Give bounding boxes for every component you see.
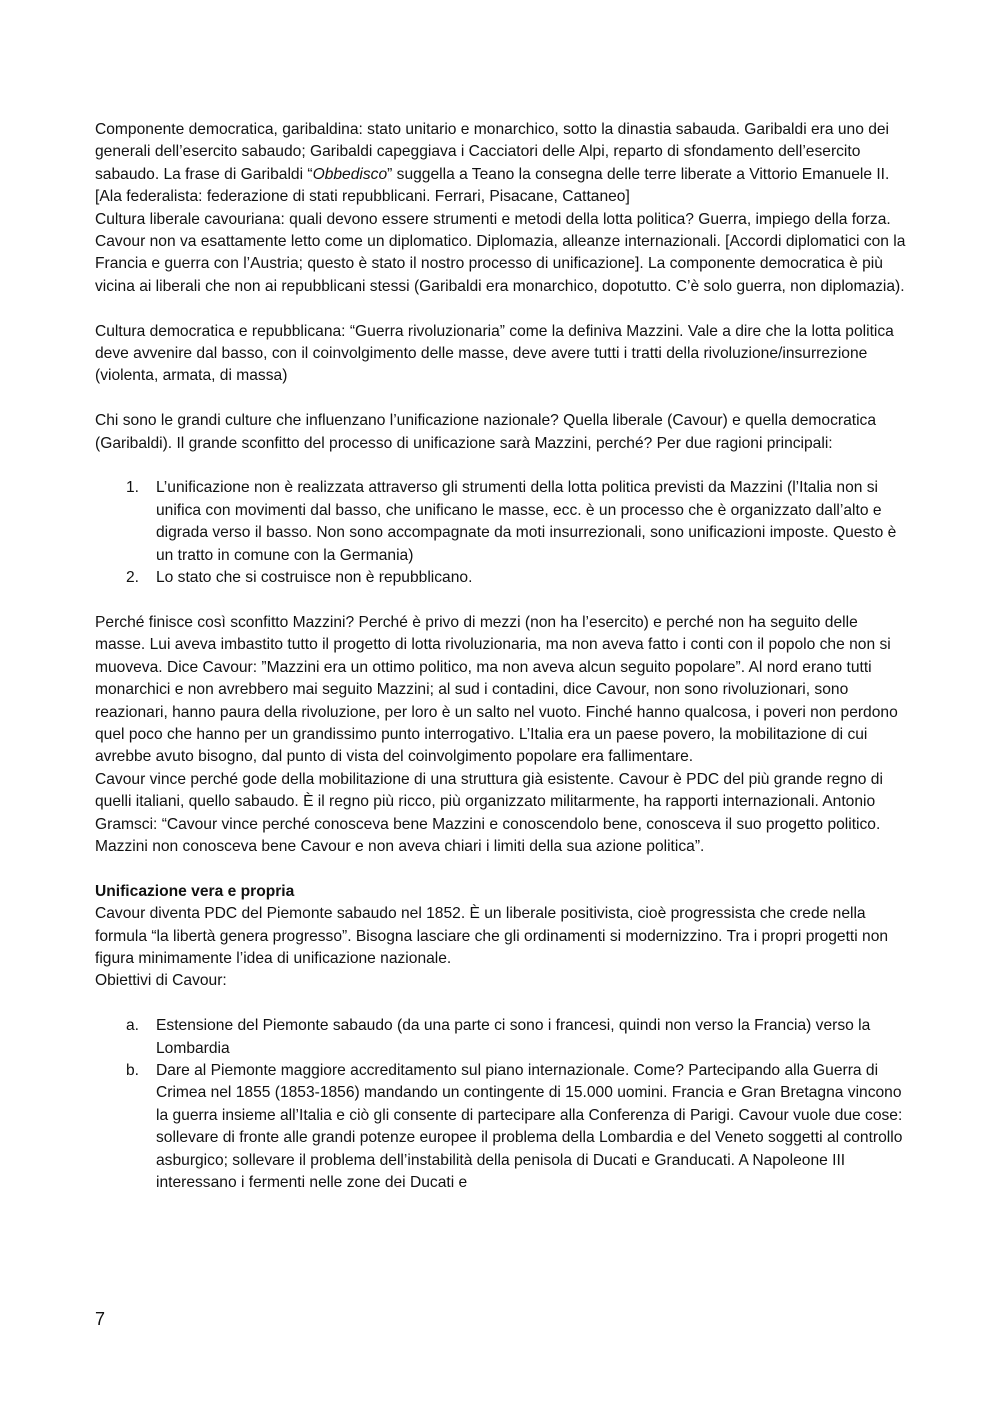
list-marker: b. bbox=[126, 1061, 140, 1079]
list-item-text: Lo stato che si costruisce non è repubblicano. bbox=[156, 569, 473, 587]
list-item bbox=[95, 1060, 907, 1194]
paragraph-obiettivi: Obiettivi di Cavour: bbox=[95, 972, 227, 990]
paragraph-garibaldina-text-b: ” suggella a Teano la consegna delle terre liberate a Vittorio Emanuele II. [Ala federalista: federazione di stati repubblicani. Ferrari, Pisacane, Cattaneo] bbox=[95, 165, 890, 206]
list-marker: 1. bbox=[126, 479, 140, 497]
list-marker: 2. bbox=[126, 569, 140, 587]
list-item-text: Estensione del Piemonte sabaudo (da una parte ci sono i francesi, quindi non verso la Francia) verso la Lombardia bbox=[156, 1017, 871, 1057]
paragraph-garibaldina-text-a: Componente democratica, garibaldina: stato unitario e monarchico, sotto la dinastia sabauda. Garibaldi era uno dei generali dell’esercito sabaudo; Garibaldi capeggiava i Cacciatori delle Alpi, reparto di sfondamento dell’esercito sabaudo. La frase di Garibaldi “ bbox=[95, 121, 890, 183]
paragraph-cavour-vince: Cavour vince perché gode della mobilitazione di una struttura già esistente. Cavour è PDC del più grande regno di quelli italiani, quello sabaudo. È il regno più ricco, più organizzato militarmente, ha rapporti internazionali. Antonio Gramsci: “Cavour vince perché conosceva bene Mazzini e conoscendolo bene, conosceva il suo progetto politico. Mazzini non conosceva bene Cavour e non aveva chiari i limiti della sua azione politica”. bbox=[95, 770, 883, 855]
section-heading: Unificazione vera e propria bbox=[95, 882, 295, 900]
paragraph-cavour-pdc: Cavour diventa PDC del Piemonte sabaudo nel 1852. È un liberale positivista, cioè progressista che crede nella formula “la libertà genera progresso”. Bisogna lasciare che gli ordinamenti si modernizzino. Tra i propri progetti non figura minimamente l’idea di unificazione nazionale. bbox=[95, 905, 889, 967]
page-number: 7 bbox=[95, 1309, 106, 1329]
paragraph-cultura-liberale: Cultura liberale cavouriana: quali devono essere strumenti e metodi della lotta politica? Guerra, impiego della forza. Cavour non va esattamente letto come un diplomatico. Diplomazia, alleanze internazionali. [Accordi diplomatici con la Francia e guerra con l’Austria; questo è stato il nostro processo di unificazione]. La componente democratica è più vicina ai liberali che non ai repubblicani stessi (Garibaldi era monarchico, dopotutto. C’è solo guerra, non diplomazia). bbox=[95, 210, 906, 295]
paragraph-sconfitto-mazzini: Perché finisce così sconfitto Mazzini? Perché è privo di mezzi (non ha l’esercito) e perché non ha seguito delle masse. Lui aveva imbastito tutto il progetto di lotta rivoluzionaria, ma non aveva fatto i conti con il popolo che non si muoveva. Dice Cavour: ”Mazzini era un ottimo politico, ma non aveva alcun seguito popolare”. Al nord erano tutti monarchici e non avrebbero mai seguito Mazzini; al sud i contadini, dice Cavour, non sono rivoluzionari, sono reazionari, hanno paura della rivoluzione, per loro è un salto nel vuoto. Finché hanno qualcosa, i poveri non perdono quel poco che hanno per un grandissimo punto interrogativo. L’Italia era un paese povero, la mobilitazione di cui avrebbe avuto bisogno, dal punto di vista del coinvolgimento popolare era fallimentare. bbox=[95, 613, 898, 766]
list-item bbox=[95, 1015, 907, 1060]
blank-line bbox=[95, 993, 907, 1015]
list-item bbox=[95, 567, 907, 589]
list-item-text: Dare al Piemonte maggiore accreditamento sul piano internazionale. Come? Partecipando alla Guerra di Crimea nel 1855 (1853-1856) mandando un contingente di 15.000 uomini. Francia e Gran Bretagna vincono la guerra insieme all’Italia e ciò gli consente di partecipare alla Conferenza di Parigi. Cavour vuole due cose: sollevare di fronte alle grandi potenze europee il problema della Lombardia e del Veneto soggetti al controllo asburgico; sollevare il problema dell’instabilità della penisola di Ducati e Granducati. A Napoleone III interessano i fermenti nelle zone dei Ducati e bbox=[156, 1061, 903, 1191]
paragraph-grandi-culture: Chi sono le grandi culture che influenzano l’unificazione nazionale? Quella liberale (Cavour) e quella democratica (Garibaldi). Il grande sconfitto del processo di unificazione sarà Mazzini, perché? Per due ragioni principali: bbox=[95, 412, 877, 452]
obbedisco-quote: Obbedisco bbox=[312, 165, 388, 183]
list-item-text: L’unificazione non è realizzata attraverso gli strumenti della lotta politica previsti da Mazzini (l’Italia non si unifica con movimenti dal basso, che unificano le masse, ecc. è un processo che è organizzato dall’alto e digrada verso il basso. Non sono accompagnate da moti insurrezionali, sono unificazioni imposte. Questo è un tratto in comune con la Germania) bbox=[156, 479, 897, 564]
page-body bbox=[95, 119, 907, 1194]
blank-line bbox=[95, 858, 907, 880]
blank-line bbox=[95, 589, 907, 611]
list-item bbox=[95, 477, 907, 567]
blank-line bbox=[95, 455, 907, 477]
blank-line bbox=[95, 298, 907, 320]
blank-line bbox=[95, 388, 907, 410]
paragraph-garibaldina bbox=[95, 119, 907, 209]
lettered-list bbox=[95, 1015, 907, 1194]
paragraph-cultura-democratica: Cultura democratica e repubblicana: “Guerra rivoluzionaria” come la definiva Mazzini. Vale a dire che la lotta politica deve avvenire dal basso, con il coinvolgimento delle masse, deve avere tutti i tratti della rivoluzione/insurrezione (violenta, armata, di massa) bbox=[95, 322, 894, 385]
list-marker: a. bbox=[126, 1017, 140, 1035]
numbered-list bbox=[95, 477, 907, 589]
